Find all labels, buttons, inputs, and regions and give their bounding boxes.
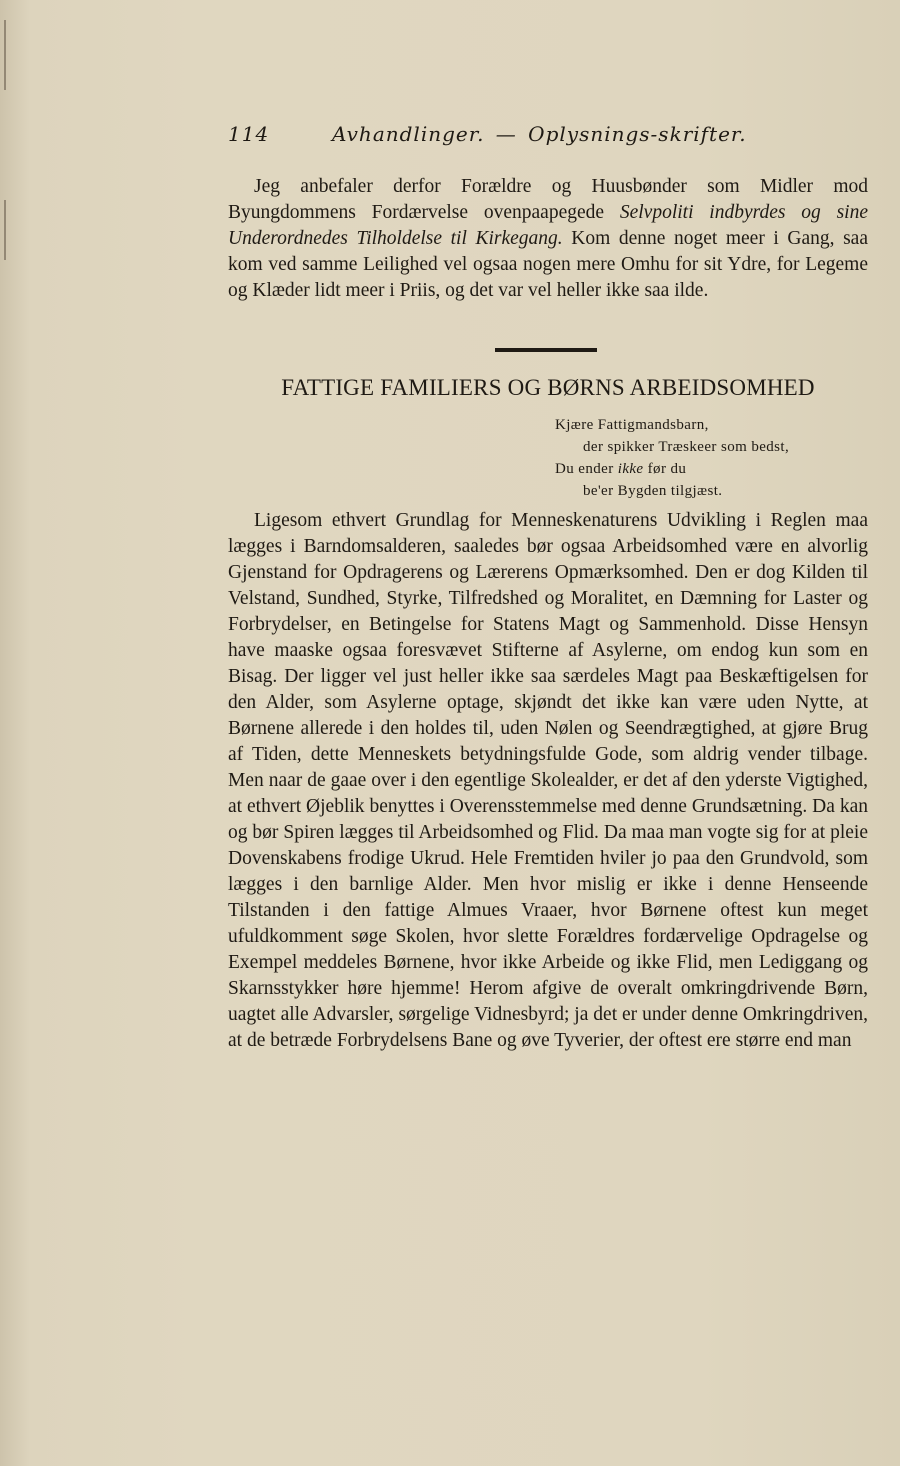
- verse-line-2: der spikker Træskeer som bedst,: [583, 439, 790, 455]
- verse-line-4: be'er Bygden tilgjæst.: [583, 483, 723, 499]
- page-number: 114: [228, 122, 270, 146]
- page-edge-mark: [4, 20, 6, 90]
- running-title: Avhandlinger. — Oplysnings-skrifter.: [332, 122, 747, 146]
- epigraph-verse: [555, 414, 875, 502]
- verse-line-3-italic: ikke: [617, 461, 644, 477]
- section-title: FATTIGE FAMILIERS OG BØRNS ARBEIDSOMHED: [281, 375, 815, 400]
- paragraph-1: [228, 174, 868, 304]
- paragraph-1-italic: Selvpoliti indbyrdes og sine Underordnedes Tilholdelse til Kirkegang.: [228, 202, 868, 249]
- paragraph-2: Ligesom ethvert Grundlag for Menneskenaturens Udvikling i Reglen maa lægges i Barndomsalderen, saaledes bør ogsaa Arbeidsomhed være en alvorlig Gjenstand for Opdragerens og Lærerens Opmærksomhed. Den er dog Kilden til Velstand, Sundhed, Styrke, Tilfredshed og Moralitet, en Dæmning for Laster og Forbrydelser, en Betingelse for Statens Magt og Sammenhold. Disse Hensyn have maaske ogsaa foresvævet Stifterne af Asylerne, om endog kun som en Bisag. Der ligger vel just heller ikke saa særdeles Magt paa Beskæftigelsen for den Alder, som Asylerne optage, skjøndt det ikke kan være uden Nytte, at Børnene allerede i den holdes til, uden Nølen og Seendrægtighed, at gjøre Brug af Tiden, dette Menneskets betydningsfulde Gode, som aldrig vender tilbage. Men naar de gaae over i den egentlige Skolealder, er det af den yderste Vigtighed, at ethvert Øjeblik benyttes i Overensstemmelse med denne Grundsætning. Da kan og bør Spiren lægges til Arbeidsomhed og Flid. Da maa man vogte sig for at pleie Dovenskabens frodige Ukrud. Hele Fremtiden hviler jo paa den Grundvold, som lægges i den barnlige Alder. Men hvor mislig er ikke i denne Henseende Tilstanden i den fattige Almues Vraaer, hvor Børnene oftest kun meget ufuldkomment søge Skolen, hvor slette Forældres fordærvelige Opdragelse og Exempel meddeles Børnene, hvor ikke Arbeide og ikke Flid, men Lediggang og Skarnsstykker høre hjemme! Herom afgive de overalt omkringdrivende Børn, uagtet alle Advarsler, sørgelige Vidnesbyrd; ja det er under denne Omkringdriven, at de betræde Forbrydelsens Bane og øve Tyverier, der oftest ere større end man: [228, 510, 868, 1051]
- verse-line-3: [555, 458, 875, 480]
- page-header: [228, 122, 868, 152]
- verse-line-3-b: før du: [643, 461, 687, 477]
- section-divider: [495, 348, 597, 352]
- page-edge-mark: [4, 200, 6, 260]
- paragraph-1-text-b: Kom denne noget meer i Gang, saa kom ved samme Leilighed vel ogsaa nogen mere Omhu for sit Ydre, for Legeme og Klæder lidt meer i Priis, og det var vel heller ikke saa ilde.: [228, 228, 868, 301]
- paragraph-1-text-a: Jeg anbefaler derfor Forældre og Huusbønder som Midler mod Byungdommens Fordærvelse ovenpaapegede: [228, 176, 868, 223]
- verse-line-3-a: Du ender: [555, 461, 618, 477]
- verse-line-1: Kjære Fattigmandsbarn,: [555, 417, 709, 433]
